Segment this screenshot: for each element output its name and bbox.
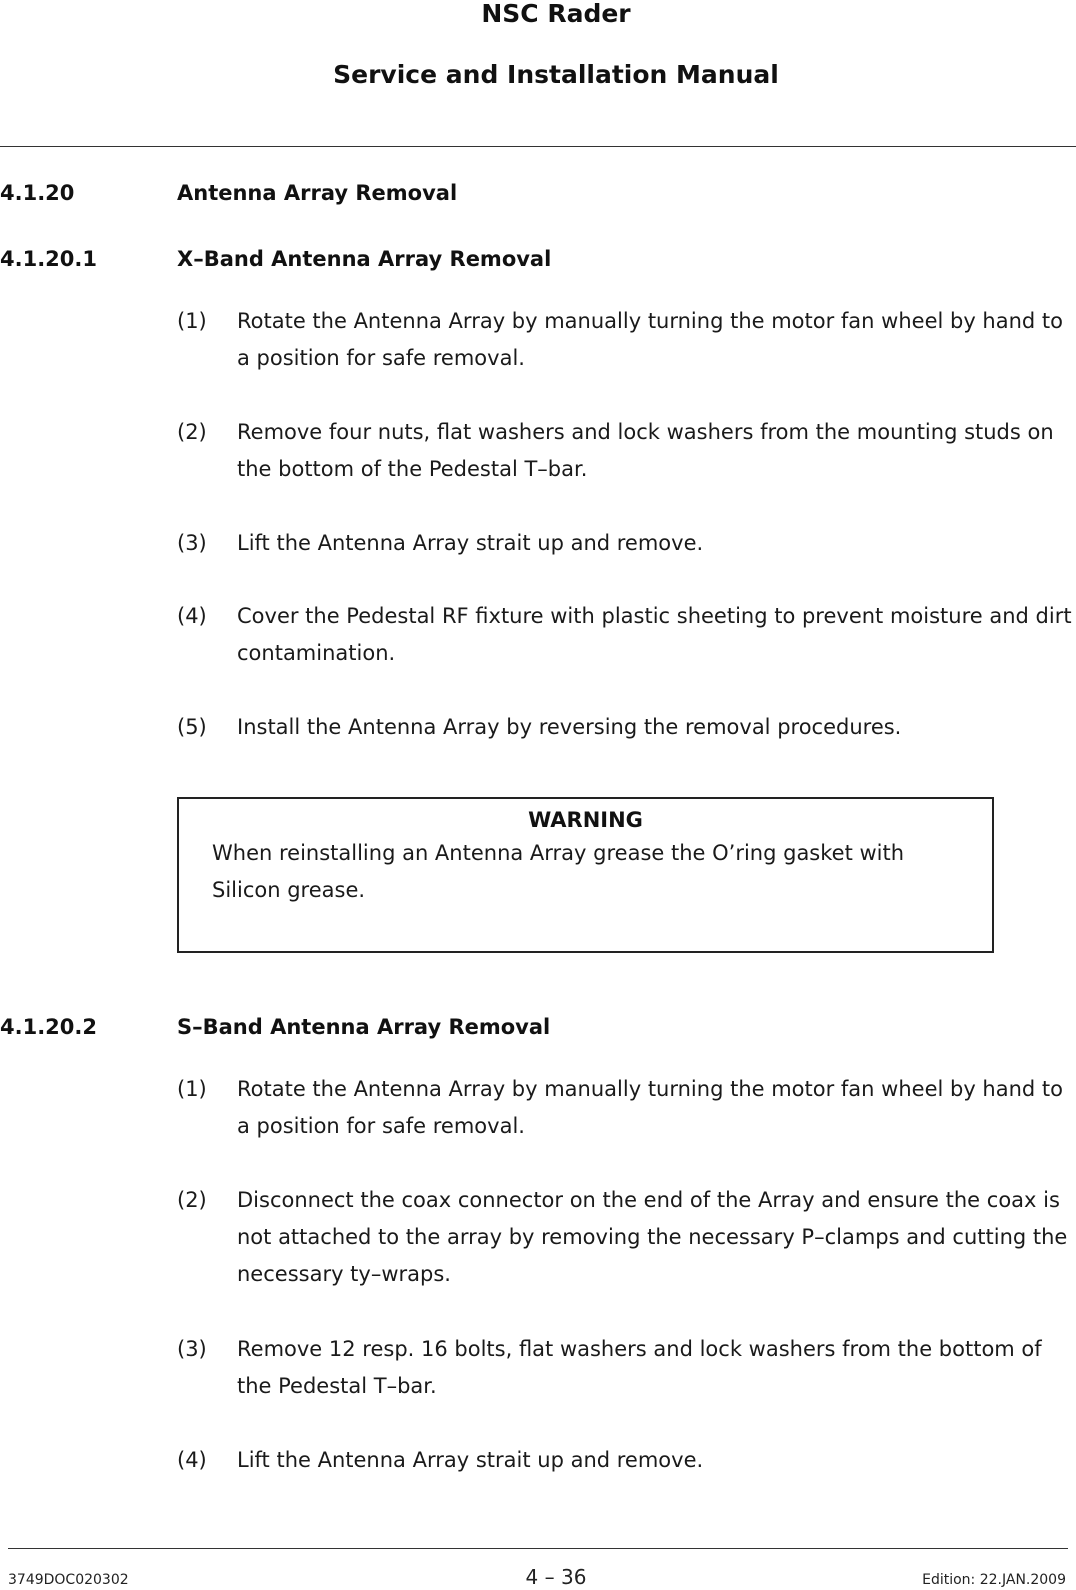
section-number: 4.1.20 bbox=[0, 181, 75, 205]
step-text: Rotate the Antenna Array by manually turning the motor fan wheel by hand to a position for safe removal. bbox=[237, 309, 1064, 370]
step-text: Remove 12 resp. 16 bolts, flat washers and lock washers from the bottom of the Pedestal T–bar. bbox=[237, 1337, 1042, 1398]
step-text: Lift the Antenna Array strait up and remove. bbox=[237, 1448, 704, 1472]
list-item bbox=[177, 1442, 1072, 1479]
document-id: 3749DOC020302 bbox=[8, 1572, 129, 1588]
subsection-title: X–Band Antenna Array Removal bbox=[177, 247, 552, 271]
warning-text: When reinstalling an Antenna Array grease the O’ring gasket with Silicon grease. bbox=[212, 841, 905, 902]
step-number: (1) bbox=[177, 309, 207, 333]
document-title: NSC Rader bbox=[481, 0, 631, 28]
list-item bbox=[177, 1182, 1072, 1293]
subsection-number: 4.1.20.1 bbox=[0, 247, 97, 271]
document-subtitle: Service and Installation Manual bbox=[333, 60, 779, 89]
step-text: Remove four nuts, flat washers and lock washers from the mounting studs on the bottom of the Pedestal T–bar. bbox=[237, 420, 1054, 481]
subsection-number: 4.1.20.2 bbox=[0, 1015, 97, 1039]
page-number: 4 – 36 bbox=[525, 1565, 587, 1589]
list-item bbox=[177, 414, 1072, 488]
step-text: Lift the Antenna Array strait up and remove. bbox=[237, 531, 704, 555]
step-text: Rotate the Antenna Array by manually turning the motor fan wheel by hand to a position for safe removal. bbox=[237, 1077, 1064, 1138]
edition-date: Edition: 22.JAN.2009 bbox=[922, 1572, 1066, 1588]
section-title: Antenna Array Removal bbox=[177, 181, 458, 205]
list-item bbox=[177, 598, 1072, 672]
list-item bbox=[177, 303, 1072, 377]
list-item bbox=[177, 709, 1072, 746]
header-divider bbox=[0, 146, 1076, 147]
list-item bbox=[177, 1071, 1072, 1145]
step-text: Install the Antenna Array by reversing the removal procedures. bbox=[237, 715, 902, 739]
step-number: (5) bbox=[177, 715, 207, 739]
warning-box bbox=[177, 797, 994, 953]
step-number: (4) bbox=[177, 1448, 207, 1472]
step-text: Disconnect the coax connector on the end of the Array and ensure the coax is not attached to the array by removing the necessary P–clamps and cutting the necessary ty–wraps. bbox=[237, 1188, 1068, 1286]
step-number: (4) bbox=[177, 604, 207, 628]
step-number: (2) bbox=[177, 420, 207, 444]
step-text: Cover the Pedestal RF fixture with plastic sheeting to prevent moisture and dirt contamination. bbox=[237, 604, 1072, 665]
list-item bbox=[177, 525, 1072, 562]
step-number: (2) bbox=[177, 1188, 207, 1212]
step-number: (3) bbox=[177, 1337, 207, 1361]
subsection-title: S–Band Antenna Array Removal bbox=[177, 1015, 551, 1039]
step-number: (1) bbox=[177, 1077, 207, 1101]
footer-divider bbox=[8, 1548, 1068, 1549]
list-item bbox=[177, 1331, 1072, 1405]
step-number: (3) bbox=[177, 531, 207, 555]
warning-title: WARNING bbox=[528, 808, 643, 832]
